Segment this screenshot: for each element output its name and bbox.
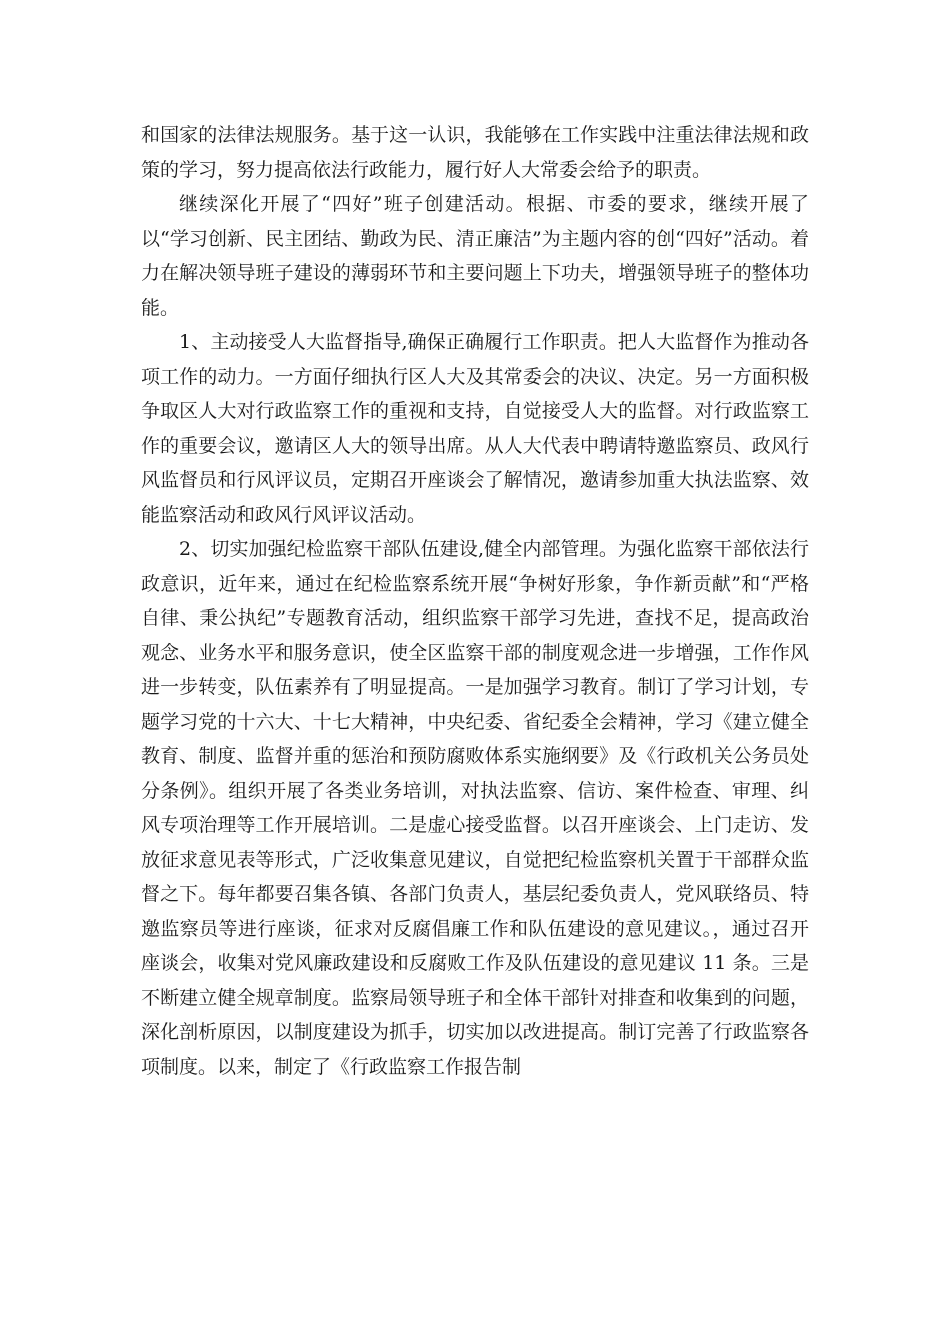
paragraph-2: 继续深化开展了“四好”班子创建活动。根据、市委的要求，继续开展了以“学习创新、民主团结、勤政为民、清正廉洁”为主题内容的创“四好”活动。着力在解决领导班子建设的薄弱环节和主要问题上下功夫，增强领导班子的整体功能。 [141, 193, 809, 319]
paragraph-1: 和国家的法律法规服务。基于这一认识，我能够在工作实践中注重法律法规和政策的学习，努力提高依法行政能力，履行好人大常委会给予的职责。 [141, 124, 809, 181]
document-body [141, 118, 809, 1084]
paragraph-4: 2、切实加强纪检监察干部队伍建设,健全内部管理。为强化监察干部依法行政意识，近年来，通过在纪检监察系统开展“争树好形象，争作新贡献”和“严格自律、秉公执纪”专题教育活动，组织监察干部学习先进，查找不足，提高政治观念、业务水平和服务意识，使全区监察干部的制度观念进一步增强，工作作风进一步转变，队伍素养有了明显提高。一是加强学习教育。制订了学习计划，专题学习党的十六大、十七大精神，中央纪委、省纪委全会精神，学习《建立健全教育、制度、监督并重的惩治和预防腐败体系实施纲要》及《行政机关公务员处分条例》。组织开展了各类业务培训，对执法监察、信访、案件检查、审理、纠风专项治理等工作开展培训。二是虚心接受监督。以召开座谈会、上门走访、发放征求意见表等形式，广泛收集意见建议，自觉把纪检监察机关置于干部群众监督之下。每年都要召集各镇、各部门负责人，基层纪委负责人，党风联络员、特邀监察员等进行座谈，征求对反腐倡廉工作和队伍建设的意见建议。，通过召开座谈会，收集对党风廉政建设和反腐败工作及队伍建设的意见建议 11 条。三是不断建立健全规章制度。监察局领导班子和全体干部针对排查和收集到的问题，深化剖析原因，以制度建设为抓手，切实加以改进提高。制订完善了行政监察各项制度。以来，制定了《行政监察工作报告制 [141, 538, 809, 1078]
paragraph-3: 1、主动接受人大监督指导,确保正确履行工作职责。把人大监督作为推动各项工作的动力。一方面仔细执行区人大及其常委会的决议、决定。另一方面积极争取区人大对行政监察工作的重视和支持，自觉接受人大的监督。对行政监察工作的重要会议，邀请区人大的领导出席。从人大代表中聘请特邀监察员、政风行风监督员和行风评议员，定期召开座谈会了解情况，邀请参加重大执法监察、效能监察活动和政风行风评议活动。 [141, 331, 809, 526]
